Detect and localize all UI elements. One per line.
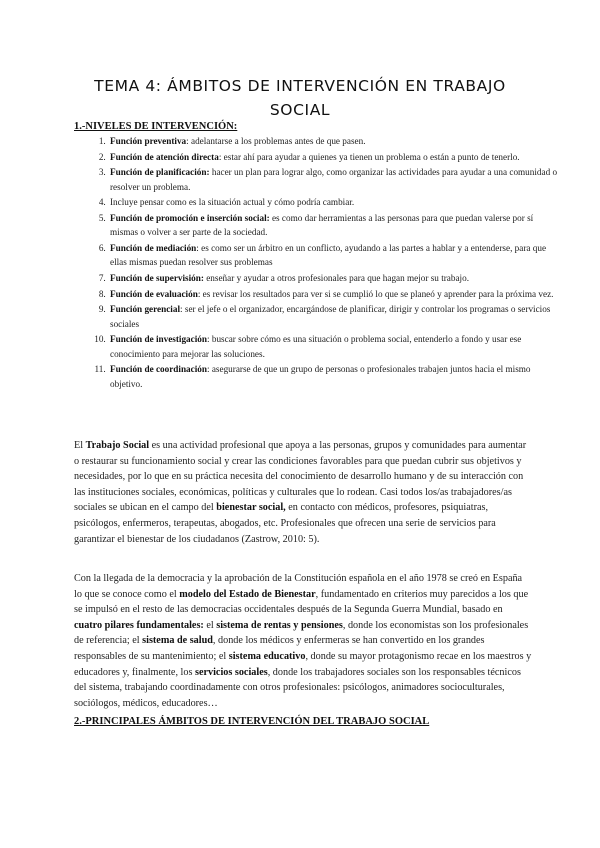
bold-term: sistema de salud: [142, 635, 213, 647]
title-line-2: SOCIAL: [269, 101, 331, 119]
function-text: : es como ser un árbitro en un conflicto, ayudando a las partes a hablar y a entenderse, para que ellas mismas puedan resolver sus problemas: [110, 243, 547, 268]
function-text: : estar ahí para ayudar a quienes ya tienen un problema o están a punto de tenerlo.: [218, 151, 520, 162]
function-text: : adelantarse a los problemas antes de que pasen.: [186, 136, 366, 146]
bold-term: sistema de rentas y pensiones: [216, 619, 343, 631]
title-line-1: TEMA 4: ÁMBITOS DE INTERVENCIÓN EN TRABAJO: [94, 77, 506, 95]
list-item: [108, 134, 560, 148]
bold-term: bienestar social,: [216, 502, 286, 514]
function-text: : buscar sobre cómo es una situación o problema social, entenderlo a fondo y usar ese conocimiento para mejorar las soluciones.: [110, 334, 522, 359]
bold-term: servicios sociales: [194, 666, 268, 678]
paragraph-trabajo-social: El Trabajo Social es una actividad profesional que apoya a las personas, grupos y comunidades para aumentar o restaurar su funcionamiento social y crear las condiciones favorables para que puedan cubrir sus objetivos y necesidades, por lo que en su práctica necesita del conocimiento de desarrollo humano y de su interacción con las instituciones sociales, económicas, políticas y culturales que lo rodean. Casi todos los/as trabajadores/as sociales se ubican en el campo del bienestar social, en contacto con médicos, profesores, psiquiatras, psicólogos, enfermeros, terapeutas, abogados, etc. Profesionales que ofrecen una serie de servicios para garantizar el bienestar de los ciudadanos (Zastrow, 2010: 5).: [74, 440, 527, 545]
list-item: [108, 241, 560, 270]
function-text: Incluye pensar como es la situación actual y cómo podría cambiar.: [110, 197, 355, 208]
list-item: [108, 150, 560, 164]
bold-term: sistema educativo: [228, 650, 306, 662]
function-text: hacer un plan para lograr algo, como organizar las actividades para ayudar a una comunidad o resolver un problema.: [110, 167, 558, 192]
bold-term: Trabajo Social: [85, 440, 150, 451]
list-item: [108, 165, 560, 194]
page-title: [80, 74, 520, 122]
function-text: : es revisar los resultados para ver si se cumplió lo que se planeó y aprender para la próxima vez.: [197, 288, 554, 299]
function-text: : asegurarse de que un grupo de personas o profesionales trabajen juntos hacia el mismo objetivo.: [110, 364, 531, 389]
function-text: : ser el jefe o el organizador, encargándose de planificar, dirigir y controlar los programas o servicios sociales: [110, 304, 551, 329]
list-item: [108, 211, 560, 240]
function-term: Función de evaluación: [110, 288, 198, 299]
function-term: Función preventiva: [110, 136, 187, 146]
function-term: Función de planificación:: [110, 167, 210, 178]
function-text: enseñar y ayudar a otros profesionales para que hagan mejor su trabajo.: [203, 273, 469, 284]
bold-term: modelo del Estado de Bienestar: [179, 588, 316, 600]
list-item: [108, 302, 560, 331]
function-term: Función de supervisión:: [110, 273, 204, 284]
function-term: Función gerencial: [110, 304, 181, 315]
list-item: [108, 332, 560, 361]
function-term: Función de mediación: [110, 243, 197, 254]
function-term: Función de atención directa: [110, 151, 219, 162]
function-term: Función de coordinación: [110, 364, 207, 375]
function-term: Función de promoción e inserción social:: [110, 213, 270, 224]
list-item: [108, 362, 560, 391]
function-text: es como dar herramientas a las personas para que puedan valerse por sí mismas o volver a ser parte de la sociedad.: [110, 213, 534, 238]
section-heading-ambitos: 2.-PRINCIPALES ÁMBITOS DE INTERVENCIÓN DEL TRABAJO SOCIAL: [74, 716, 430, 727]
functions-list: [78, 134, 560, 392]
paragraph-estado-bienestar: Con la llegada de la democracia y la aprobación de la Constitución española en el año 1978 se creó en España lo que se conoce como el modelo del Estado de Bienestar, fundamentado en criterios muy parecidos a los que se impulsó en el resto de las democracias occidentales después de la Segunda Guerra Mundial, basado en cuatro pilares fundamentales: el sistema de rentas y pensiones, donde los economistas son los profesionales de referencia; el sistema de salud, donde los médicos y enfermeras se han convertido en los grandes responsables de su mantenimiento; el sistema educativo, donde su mayor protagonismo recae en los maestros y educadores y, finalmente, los servicios sociales, donde los trabajadores sociales son los responsables técnicos del sistema, trabajando coordinadamente con otros profesionales: psicólogos, animadores socioculturales, sociólogos, médicos, educadores…: [74, 573, 532, 709]
list-item: [108, 271, 560, 285]
list-item: [108, 195, 560, 209]
section-heading-niveles: 1.-NIVELES DE INTERVENCIÓN:: [74, 121, 238, 132]
bold-term: cuatro pilares fundamentales:: [74, 619, 204, 631]
function-term: Función de investigación: [110, 334, 207, 345]
list-item: [108, 287, 560, 301]
